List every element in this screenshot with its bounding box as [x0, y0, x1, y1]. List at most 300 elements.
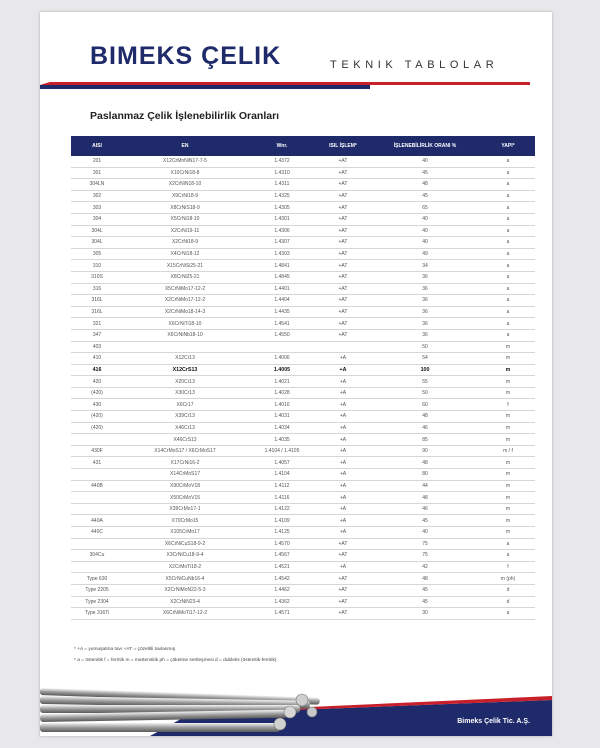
cell-en: X6CrNiMoTi17-12-2 [123, 608, 247, 620]
table-row [71, 573, 535, 585]
cell-wnr [247, 341, 317, 353]
cell-heat-treatment: +A [317, 445, 369, 457]
cell-heat-treatment: +AT [317, 213, 369, 225]
cell-en: X8CrNiS18-9 [123, 202, 247, 214]
cell-wnr: 1.4005 [247, 364, 317, 376]
cell-aisi: 316L [71, 306, 123, 318]
cell-machinability: 36 [369, 295, 481, 307]
col-header-heat-treatment: ISIL İŞLEM* [317, 136, 369, 156]
cell-en: X5CrNiMo17-12-2 [123, 283, 247, 295]
cell-machinability: 48 [369, 573, 481, 585]
cell-wnr: 1.4845 [247, 271, 317, 283]
table-row [71, 202, 535, 214]
col-header-structure: YAPI* [481, 136, 535, 156]
cell-machinability: 46 [369, 503, 481, 515]
cell-heat-treatment: +A [317, 503, 369, 515]
cell-structure: m [481, 411, 535, 423]
table-row [71, 283, 535, 295]
cell-aisi: 430 [71, 399, 123, 411]
cell-machinability: 36 [369, 306, 481, 318]
cell-structure: a [481, 329, 535, 341]
cell-heat-treatment: +AT [317, 283, 369, 295]
stripe-navy [40, 85, 370, 89]
cell-structure: a [481, 260, 535, 272]
cell-structure: m [481, 515, 535, 527]
cell-aisi: 440A [71, 515, 123, 527]
cell-structure: m [481, 341, 535, 353]
cell-en: X14CrMoS17 / X6CrMoS17 [123, 445, 247, 457]
cell-en: X6CrNiTi18-10 [123, 318, 247, 330]
cell-en: X4CrNi18-12 [123, 248, 247, 260]
cell-machinability: 40 [369, 527, 481, 539]
cell-machinability: 30 [369, 608, 481, 620]
cell-aisi: 304 [71, 213, 123, 225]
cell-structure: a [481, 608, 535, 620]
cell-en: X2CrNiN23-4 [123, 596, 247, 608]
table-row [71, 179, 535, 191]
steel-bars [40, 688, 320, 732]
cell-en: X5CrNiCuNb16-4 [123, 573, 247, 585]
col-header-wnr: Wnr. [247, 136, 317, 156]
cell-structure: m [481, 422, 535, 434]
cell-structure: a [481, 202, 535, 214]
cell-machinability: 46 [369, 422, 481, 434]
cell-heat-treatment: +AT [317, 584, 369, 596]
cell-wnr: 1.4006 [247, 353, 317, 365]
cell-en: X46Cr13 [123, 422, 247, 434]
document-page [40, 12, 552, 736]
cell-structure: m [481, 376, 535, 388]
cell-en: X6Cr17 [123, 399, 247, 411]
table-row [71, 167, 535, 179]
cell-wnr: 1.4034 [247, 422, 317, 434]
cell-en: X12CrS13 [123, 364, 247, 376]
cell-aisi: 201 [71, 156, 123, 167]
cell-wnr: 1.4116 [247, 492, 317, 504]
footnote-structure: * a = östenitik f = ferritik m = martensitik ph = çökelme sertleşmesi d = dubleks (östenitik-ferritik) [74, 658, 277, 663]
cell-machinability: 42 [369, 561, 481, 573]
cell-machinability: 90 [369, 445, 481, 457]
cell-heat-treatment: +A [317, 527, 369, 539]
cell-heat-treatment: +AT [317, 596, 369, 608]
cell-aisi [71, 492, 123, 504]
cell-structure: m / f [481, 445, 535, 457]
cell-structure: a [481, 295, 535, 307]
cell-heat-treatment: +A [317, 457, 369, 469]
cell-wnr: 1.4401 [247, 283, 317, 295]
cell-machinability: 65 [369, 202, 481, 214]
cell-structure: m [481, 387, 535, 399]
cell-heat-treatment: +A [317, 515, 369, 527]
cell-machinability: 44 [369, 480, 481, 492]
table-row [71, 596, 535, 608]
table-row [71, 457, 535, 469]
cell-heat-treatment: +AT [317, 167, 369, 179]
cell-en: X6CrNiNb18-10 [123, 329, 247, 341]
cell-machinability: 50 [369, 341, 481, 353]
cell-wnr: 1.4112 [247, 480, 317, 492]
cell-machinability: 48 [369, 179, 481, 191]
cell-structure: m [481, 492, 535, 504]
cell-heat-treatment: +A [317, 353, 369, 365]
cell-heat-treatment: +AT [317, 608, 369, 620]
cell-machinability: 60 [369, 399, 481, 411]
table-row [71, 422, 535, 434]
cell-structure: a [481, 550, 535, 562]
cell-structure: m [481, 434, 535, 446]
cell-heat-treatment: +AT [317, 318, 369, 330]
cell-en: X30Cr13 [123, 387, 247, 399]
cell-aisi: 420 [71, 376, 123, 388]
cell-aisi: 440C [71, 527, 123, 539]
table-row [71, 584, 535, 596]
cell-heat-treatment: +AT [317, 248, 369, 260]
cell-wnr: 1.4841 [247, 260, 317, 272]
cell-heat-treatment: +AT [317, 179, 369, 191]
cell-wnr: 1.4306 [247, 225, 317, 237]
table-row [71, 527, 535, 539]
cell-machinability: 54 [369, 353, 481, 365]
cell-en: X50CrMoV15 [123, 492, 247, 504]
table-row [71, 341, 535, 353]
cell-structure: a [481, 538, 535, 550]
table-row [71, 237, 535, 249]
cell-machinability: 45 [369, 167, 481, 179]
cell-en: X39CrMo17-1 [123, 503, 247, 515]
cell-structure: m [481, 469, 535, 481]
cell-machinability: 50 [369, 387, 481, 399]
cell-heat-treatment: +AT [317, 573, 369, 585]
cell-wnr: 1.4311 [247, 179, 317, 191]
table-row [71, 190, 535, 202]
cell-aisi: 302 [71, 190, 123, 202]
table-row [71, 306, 535, 318]
cell-heat-treatment: +AT [317, 202, 369, 214]
cell-structure: m [481, 503, 535, 515]
cell-machinability: 40 [369, 237, 481, 249]
cell-structure: a [481, 271, 535, 283]
cell-machinability: 36 [369, 329, 481, 341]
cell-heat-treatment: +A [317, 399, 369, 411]
brand-logo: BIMEKS ÇELIK [90, 42, 282, 70]
cell-wnr: 1.4521 [247, 561, 317, 573]
cell-structure: a [481, 156, 535, 167]
cell-structure: a [481, 167, 535, 179]
cell-structure: m [481, 480, 535, 492]
table-row [71, 225, 535, 237]
table-row [71, 295, 535, 307]
cell-heat-treatment: +A [317, 561, 369, 573]
cell-structure: m [481, 457, 535, 469]
cell-aisi: 321 [71, 318, 123, 330]
cell-aisi: Type 2304 [71, 596, 123, 608]
table-title: Paslanmaz Çelik İşlenebilirlik Oranları [90, 110, 280, 122]
cell-heat-treatment: +A [317, 422, 369, 434]
cell-wnr: 1.4301 [247, 213, 317, 225]
cell-structure: m (ph) [481, 573, 535, 585]
cell-structure: f [481, 561, 535, 573]
cell-structure: m [481, 364, 535, 376]
cell-en: X2CrMoTi18-2 [123, 561, 247, 573]
cell-wnr: 1.4571 [247, 608, 317, 620]
cell-wnr: 1.4550 [247, 329, 317, 341]
document-subtitle: TEKNIK TABLOLAR [330, 59, 499, 71]
cell-structure: a [481, 225, 535, 237]
cell-heat-treatment: +AT [317, 538, 369, 550]
cell-wnr: 1.4016 [247, 399, 317, 411]
cell-aisi [71, 503, 123, 515]
table-row [71, 503, 535, 515]
table-row [71, 608, 535, 620]
cell-wnr: 1.4567 [247, 550, 317, 562]
cell-aisi: Type 316Ti [71, 608, 123, 620]
cell-aisi: (420) [71, 387, 123, 399]
cell-en: X2CrNi19-11 [123, 225, 247, 237]
table-row [71, 213, 535, 225]
table-row [71, 353, 535, 365]
cell-en: X105CrMo17 [123, 527, 247, 539]
table-row [71, 445, 535, 457]
table-row [71, 156, 535, 167]
cell-machinability: 40 [369, 156, 481, 167]
cell-wnr: 1.4104 / 1.4105 [247, 445, 317, 457]
table-row [71, 515, 535, 527]
cell-heat-treatment: +AT [317, 156, 369, 167]
cell-aisi: 310S [71, 271, 123, 283]
cell-aisi: 347 [71, 329, 123, 341]
cell-heat-treatment: +A [317, 376, 369, 388]
cell-aisi: 416 [71, 364, 123, 376]
cell-structure: m [481, 527, 535, 539]
cell-wnr: 1.4109 [247, 515, 317, 527]
cell-aisi: Type 2205 [71, 584, 123, 596]
cell-aisi: 304LN [71, 179, 123, 191]
cell-en: X2CrNiMo18-14-3 [123, 306, 247, 318]
cell-aisi: Type 630 [71, 573, 123, 585]
table-row [71, 318, 535, 330]
cell-aisi: 316L [71, 295, 123, 307]
table-row [71, 550, 535, 562]
table-row [71, 492, 535, 504]
table-header-row [71, 136, 535, 156]
cell-structure: a [481, 179, 535, 191]
cell-structure: a [481, 237, 535, 249]
cell-machinability: 34 [369, 260, 481, 272]
cell-heat-treatment: +A [317, 411, 369, 423]
cell-machinability: 45 [369, 515, 481, 527]
cell-wnr: 1.4310 [247, 167, 317, 179]
cell-machinability: 75 [369, 550, 481, 562]
cell-en: X70CrMo15 [123, 515, 247, 527]
cell-aisi: 305 [71, 248, 123, 260]
cell-en: X2CrNiMo17-12-2 [123, 295, 247, 307]
cell-aisi: 430F [71, 445, 123, 457]
cell-heat-treatment: +AT [317, 306, 369, 318]
cell-heat-treatment: +AT [317, 225, 369, 237]
cell-wnr: 1.4462 [247, 584, 317, 596]
cell-en: X10CrNi18-8 [123, 167, 247, 179]
cell-en: X12CrMnNiN17-7-5 [123, 156, 247, 167]
cell-heat-treatment: +AT [317, 190, 369, 202]
table-row [71, 561, 535, 573]
cell-wnr: 1.4125 [247, 527, 317, 539]
cell-en: X15CrNiSi25-21 [123, 260, 247, 272]
cell-en: X5CrNi18-10 [123, 213, 247, 225]
cell-en: X3CrNiCu18-9-4 [123, 550, 247, 562]
cell-aisi: 403 [71, 341, 123, 353]
table-row [71, 399, 535, 411]
cell-wnr: 1.4362 [247, 596, 317, 608]
cell-machinability: 48 [369, 492, 481, 504]
header-stripe [40, 82, 552, 90]
cell-en: X20Cr13 [123, 376, 247, 388]
cell-structure: a [481, 190, 535, 202]
cell-machinability: 80 [369, 469, 481, 481]
table-row [71, 538, 535, 550]
cell-aisi: 431 [71, 457, 123, 469]
table-row [71, 469, 535, 481]
cell-wnr: 1.4104 [247, 469, 317, 481]
cell-aisi: 301 [71, 167, 123, 179]
table-row [71, 434, 535, 446]
cell-en: X8CrNi25-21 [123, 271, 247, 283]
cell-heat-treatment: +A [317, 364, 369, 376]
cell-aisi [71, 434, 123, 446]
cell-en: X2CrNiN18-10 [123, 179, 247, 191]
cell-heat-treatment: +A [317, 480, 369, 492]
cell-heat-treatment: +AT [317, 550, 369, 562]
cell-wnr: 1.4570 [247, 538, 317, 550]
cell-heat-treatment: +AT [317, 271, 369, 283]
cell-machinability: 36 [369, 271, 481, 283]
footer-banner [40, 676, 552, 736]
cell-machinability: 48 [369, 411, 481, 423]
table-row [71, 248, 535, 260]
table-row [71, 480, 535, 492]
cell-aisi [71, 538, 123, 550]
cell-heat-treatment: +AT [317, 237, 369, 249]
cell-machinability: 36 [369, 283, 481, 295]
cell-structure: f [481, 399, 535, 411]
cell-wnr: 1.4028 [247, 387, 317, 399]
cell-wnr: 1.4057 [247, 457, 317, 469]
cell-aisi [71, 561, 123, 573]
cell-wnr: 1.4122 [247, 503, 317, 515]
cell-wnr: 1.4542 [247, 573, 317, 585]
cell-aisi: 303 [71, 202, 123, 214]
table-row [71, 411, 535, 423]
cell-wnr: 1.4021 [247, 376, 317, 388]
cell-wnr: 1.4372 [247, 156, 317, 167]
machinability-table [71, 136, 535, 620]
cell-machinability: 85 [369, 434, 481, 446]
table-row [71, 260, 535, 272]
cell-wnr: 1.4541 [247, 318, 317, 330]
cell-structure: a [481, 248, 535, 260]
steel-bars-graphic [40, 676, 552, 736]
cell-wnr: 1.4307 [247, 237, 317, 249]
cell-aisi: 310 [71, 260, 123, 272]
cell-en: X6CrNiCuS18-9-2 [123, 538, 247, 550]
cell-machinability: 40 [369, 213, 481, 225]
cell-aisi [71, 469, 123, 481]
cell-structure: a [481, 318, 535, 330]
cell-wnr: 1.4435 [247, 306, 317, 318]
table-row [71, 364, 535, 376]
cell-machinability: 55 [369, 376, 481, 388]
cell-aisi: (420) [71, 411, 123, 423]
cell-structure: d [481, 584, 535, 596]
cell-heat-treatment: +A [317, 469, 369, 481]
cell-structure: m [481, 353, 535, 365]
cell-heat-treatment: +A [317, 492, 369, 504]
table-row [71, 329, 535, 341]
cell-heat-treatment: +A [317, 434, 369, 446]
cell-en: X2CrNiMoN22-5-3 [123, 584, 247, 596]
cell-wnr: 1.4031 [247, 411, 317, 423]
cell-machinability: 48 [369, 457, 481, 469]
cell-en: X12Cr13 [123, 353, 247, 365]
cell-aisi: 440B [71, 480, 123, 492]
cell-structure: a [481, 283, 535, 295]
cell-machinability: 40 [369, 225, 481, 237]
cell-aisi: 304Cu [71, 550, 123, 562]
cell-en: X14CrMoS17 [123, 469, 247, 481]
cell-machinability: 45 [369, 596, 481, 608]
cell-aisi: 316 [71, 283, 123, 295]
col-header-en: EN [123, 136, 247, 156]
cell-wnr: 1.4035 [247, 434, 317, 446]
cell-machinability: 36 [369, 318, 481, 330]
cell-machinability: 49 [369, 248, 481, 260]
table-row [71, 376, 535, 388]
cell-heat-treatment: +AT [317, 329, 369, 341]
cell-en: X9CrNi18-9 [123, 190, 247, 202]
cell-machinability: 45 [369, 190, 481, 202]
cell-en [123, 341, 247, 353]
cell-en: X90CrMoV18 [123, 480, 247, 492]
cell-machinability: 75 [369, 538, 481, 550]
cell-aisi: (420) [71, 422, 123, 434]
col-header-aisi: AISI [71, 136, 123, 156]
cell-heat-treatment [317, 341, 369, 353]
col-header-machinability: İŞLENEBİLİRLİK ORANI % [369, 136, 481, 156]
table-row [71, 271, 535, 283]
cell-wnr: 1.4303 [247, 248, 317, 260]
cell-heat-treatment: +AT [317, 260, 369, 272]
cell-structure: a [481, 306, 535, 318]
cell-en: X17CrNi16-2 [123, 457, 247, 469]
cell-aisi: 410 [71, 353, 123, 365]
cell-machinability: 100 [369, 364, 481, 376]
cell-heat-treatment: +A [317, 387, 369, 399]
footnote-heat-treatment: * +A = yumuşatma tavı +AT = çözeltili tavlanmış [74, 647, 176, 652]
cell-structure: a [481, 213, 535, 225]
cell-wnr: 1.4305 [247, 202, 317, 214]
cell-aisi: 304L [71, 237, 123, 249]
cell-en: X39Cr13 [123, 411, 247, 423]
cell-wnr: 1.4404 [247, 295, 317, 307]
cell-wnr: 1.4325 [247, 190, 317, 202]
cell-structure: d [481, 596, 535, 608]
cell-heat-treatment: +AT [317, 295, 369, 307]
table-row [71, 387, 535, 399]
cell-machinability: 45 [369, 584, 481, 596]
cell-en: X2CrNi18-9 [123, 237, 247, 249]
cell-aisi: 304L [71, 225, 123, 237]
cell-en: X46CrS13 [123, 434, 247, 446]
footer-company-name: Bimeks Çelik Tic. A.Ş. [457, 718, 530, 725]
